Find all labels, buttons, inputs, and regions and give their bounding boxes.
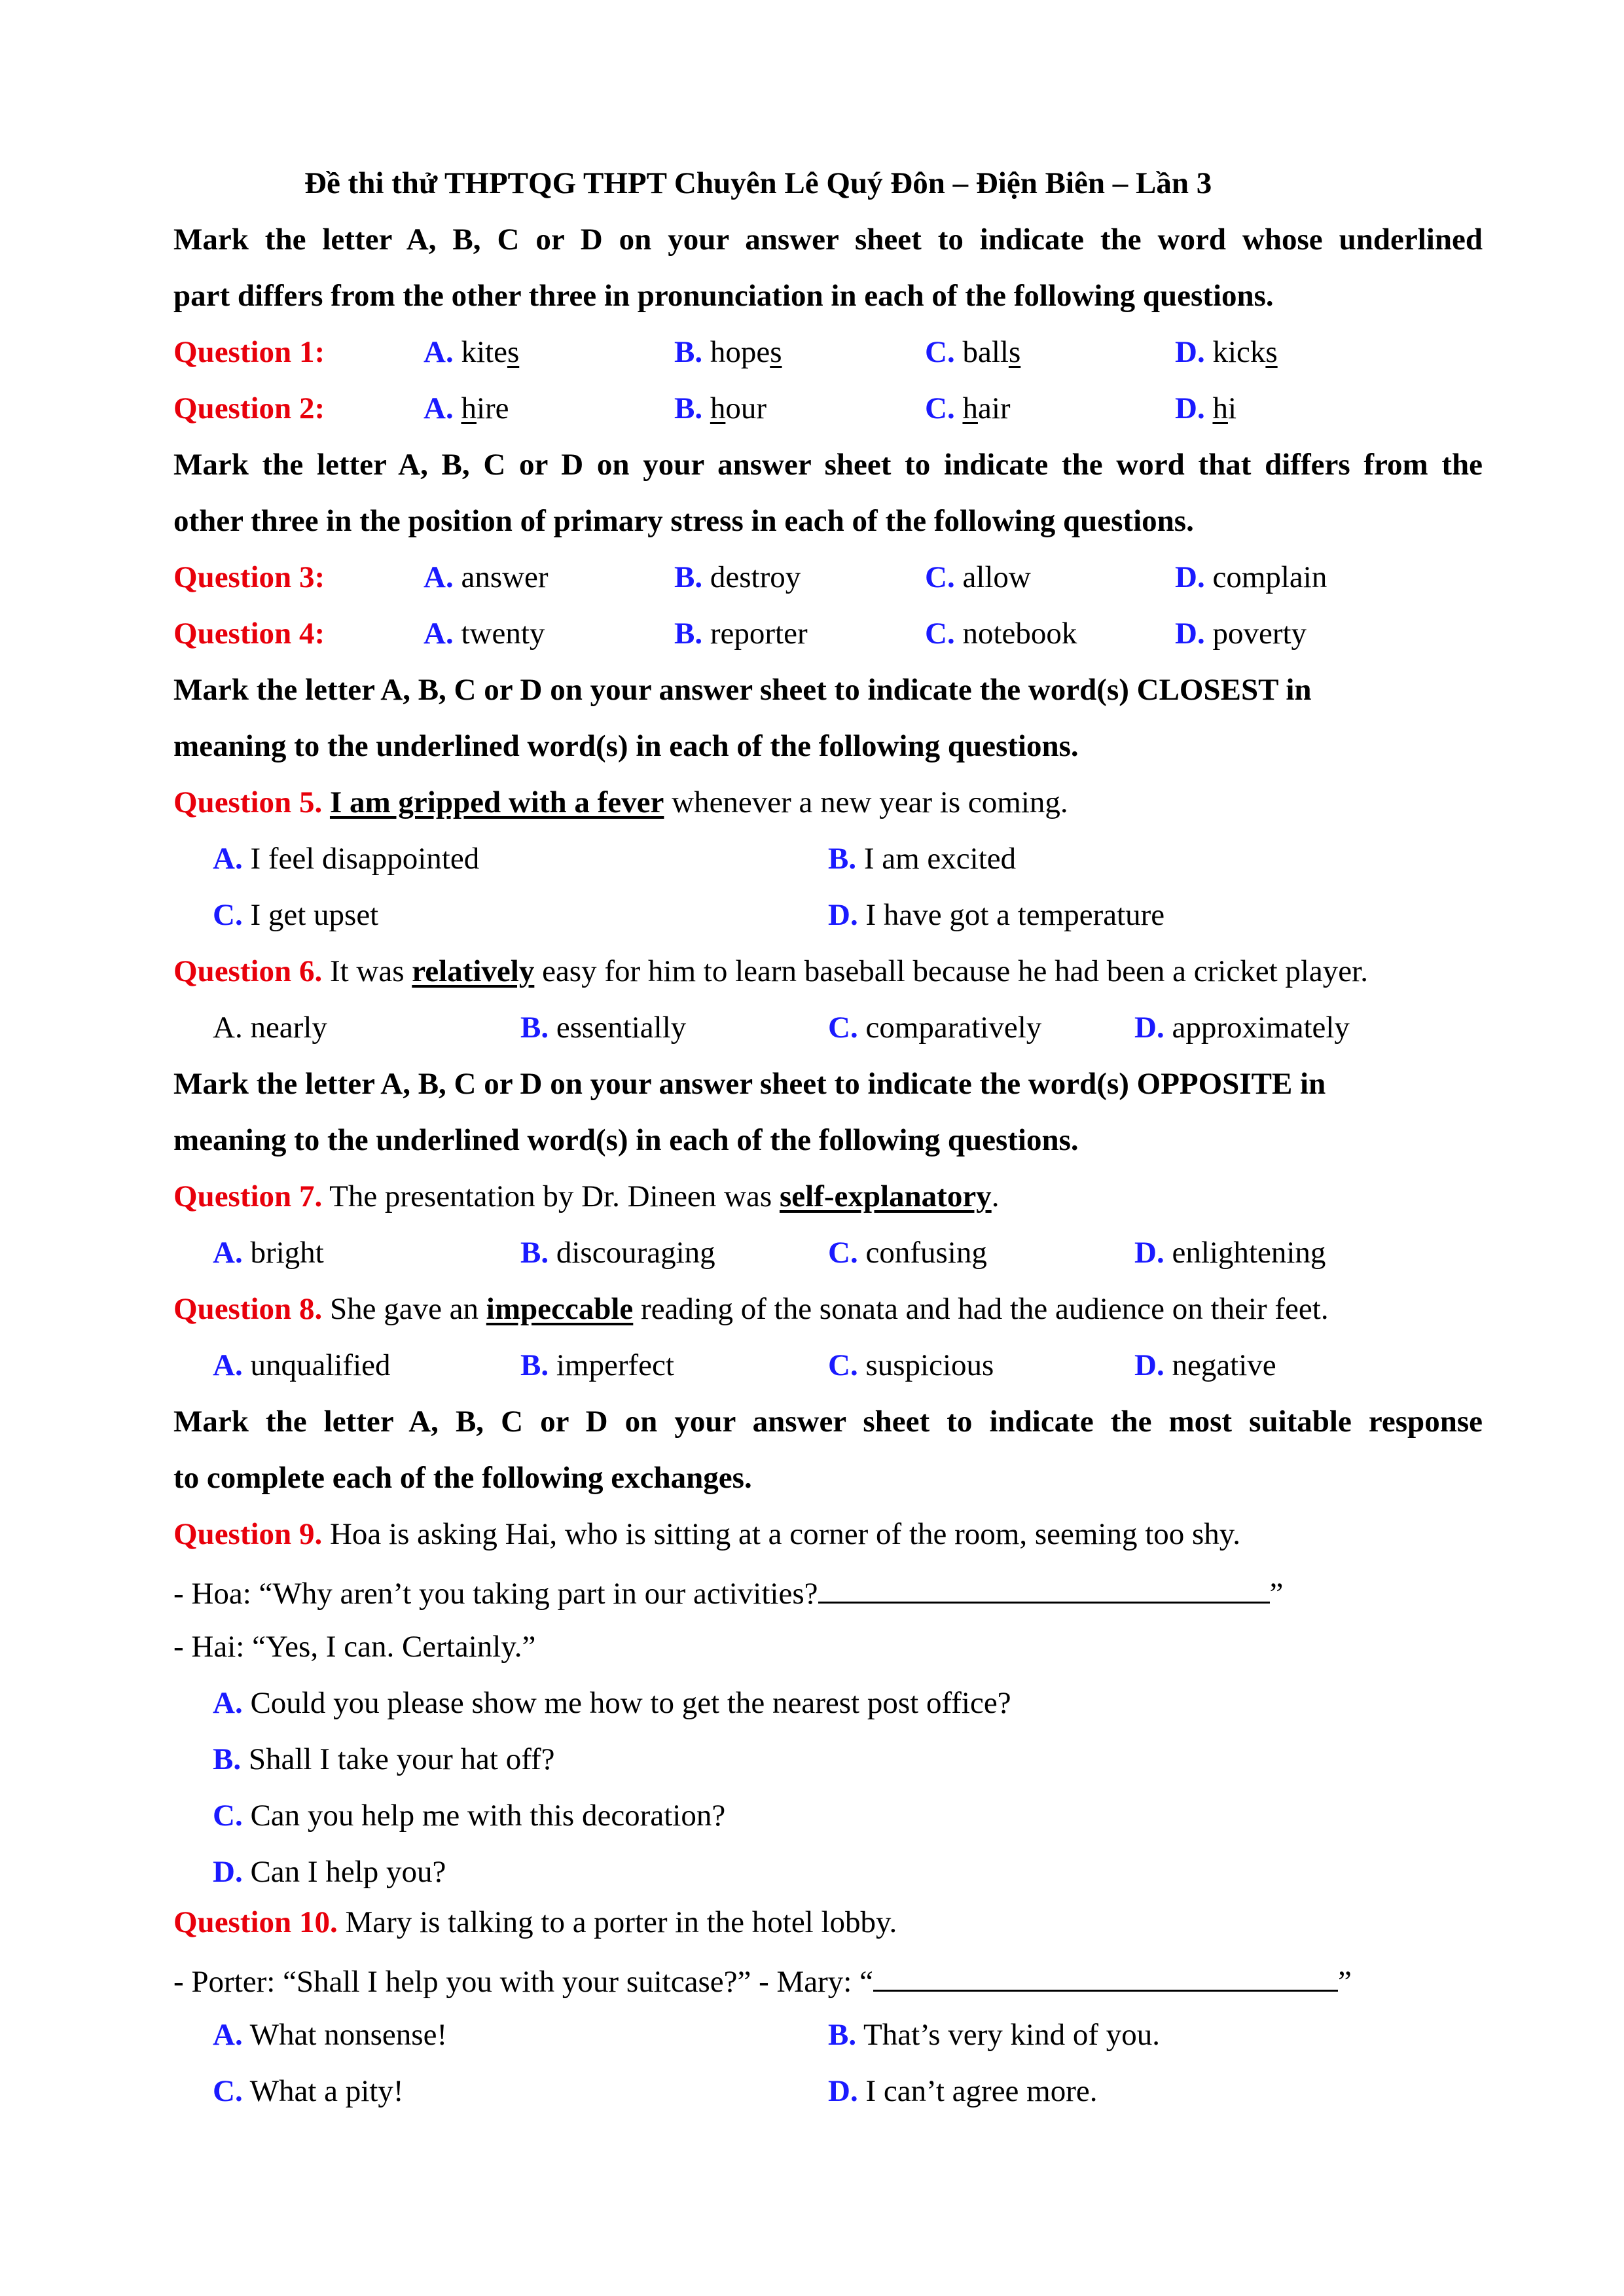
q7-option-b[interactable]: B. discouraging: [520, 1236, 715, 1270]
q1-option-a[interactable]: A. kites: [424, 335, 520, 369]
q5-option-d[interactable]: D. I have got a temperature: [828, 898, 1165, 932]
question-8-stem: Question 8. She gave an impeccable reading of the sonata and had the audience on their feet.: [173, 1292, 1329, 1326]
question-2-label: Question 2:: [173, 391, 325, 425]
q6-option-b[interactable]: B. essentially: [520, 1011, 687, 1045]
q3-option-b[interactable]: B. destroy: [674, 560, 801, 594]
section-4-instruction-line-1: Mark the letter A, B, C or D on your answer sheet to indicate the word(s) OPPOSITE in: [173, 1067, 1326, 1101]
q8-option-b[interactable]: B. imperfect: [520, 1348, 674, 1382]
section-1-instruction-line-2: part differs from the other three in pronunciation in each of the following questions.: [173, 279, 1274, 313]
question-7-label: Question 7.: [173, 1179, 323, 1213]
q9-dialogue-line-2: - Hai: “Yes, I can. Certainly.”: [173, 1630, 536, 1664]
q3-option-a[interactable]: A. answer: [424, 560, 549, 594]
q4-option-b[interactable]: B. reporter: [674, 617, 808, 651]
q7-option-d[interactable]: D. enlightening: [1134, 1236, 1326, 1270]
q10-option-a[interactable]: A. What nonsense!: [213, 2018, 448, 2052]
question-5-label: Question 5.: [173, 785, 323, 819]
question-6-stem: Question 6. It was relatively easy for him to learn baseball because he had been a cricket player.: [173, 954, 1368, 988]
q5-option-a[interactable]: A. I feel disappointed: [213, 842, 480, 876]
q1-option-d[interactable]: D. kicks: [1175, 335, 1278, 369]
question-7-stem: Question 7. The presentation by Dr. Dineen was self-explanatory.: [173, 1179, 1000, 1213]
q6-underlined: relatively: [412, 954, 535, 988]
question-3-label: Question 3:: [173, 560, 325, 594]
question-10-label: Question 10.: [173, 1905, 338, 1939]
q10-answer-blank: [873, 1960, 1338, 1992]
q9-option-c[interactable]: C. Can you help me with this decoration?: [213, 1799, 726, 1833]
question-4-label: Question 4:: [173, 617, 325, 651]
section-2-instruction-line-2: other three in the position of primary stress in each of the following questions.: [173, 504, 1194, 538]
q7-underlined: self-explanatory: [779, 1179, 992, 1213]
section-1-instruction-line-1: Mark the letter A, B, C or D on your answer sheet to indicate the word whose underlined: [173, 223, 1483, 257]
q9-answer-blank: [818, 1571, 1270, 1604]
section-2-instruction-line-1: Mark the letter A, B, C or D on your answer sheet to indicate the word that differs from the: [173, 448, 1483, 482]
q2-option-d[interactable]: D. hi: [1175, 391, 1237, 425]
q8-option-c[interactable]: C. suspicious: [828, 1348, 994, 1382]
section-4-instruction-line-2: meaning to the underlined word(s) in each of the following questions.: [173, 1123, 1079, 1157]
question-9-label: Question 9.: [173, 1517, 323, 1551]
q6-option-d[interactable]: D. approximately: [1134, 1011, 1350, 1045]
q10-option-b[interactable]: B. That’s very kind of you.: [828, 2018, 1160, 2052]
q10-dialogue-line-1: - Porter: “Shall I help you with your suitcase?” - Mary: “ ”: [173, 1960, 1483, 2001]
q9-dialogue-line-1: - Hoa: “Why aren’t you taking part in our activities? ”: [173, 1571, 1483, 1613]
question-6-label: Question 6.: [173, 954, 323, 988]
q5-option-b[interactable]: B. I am excited: [828, 842, 1017, 876]
q2-option-c[interactable]: C. hair: [925, 391, 1011, 425]
q8-option-a[interactable]: A. unqualified: [213, 1348, 391, 1382]
q7-option-c[interactable]: C. confusing: [828, 1236, 987, 1270]
q8-underlined: impeccable: [486, 1292, 634, 1326]
q2-option-a[interactable]: A. hire: [424, 391, 509, 425]
section-5-instruction-line-1: Mark the letter A, B, C or D on your answer sheet to indicate the most suitable response: [173, 1405, 1483, 1439]
section-5-instruction-line-2: to complete each of the following exchanges.: [173, 1461, 752, 1495]
q4-option-d[interactable]: D. poverty: [1175, 617, 1307, 651]
q3-option-d[interactable]: D. complain: [1175, 560, 1327, 594]
question-1-label: Question 1:: [173, 335, 325, 369]
q9-option-d[interactable]: D. Can I help you?: [213, 1855, 446, 1889]
q6-option-c[interactable]: C. comparatively: [828, 1011, 1042, 1045]
q5-underlined: I am gripped with a fever: [329, 785, 664, 819]
q1-option-c[interactable]: C. balls: [925, 335, 1021, 369]
q10-option-c[interactable]: C. What a pity!: [213, 2074, 404, 2108]
question-8-label: Question 8.: [173, 1292, 323, 1326]
q9-option-b[interactable]: B. Shall I take your hat off?: [213, 1742, 555, 1776]
q5-option-c[interactable]: C. I get upset: [213, 898, 379, 932]
q7-option-a[interactable]: A. bright: [213, 1236, 324, 1270]
question-9-stem: Question 9. Hoa is asking Hai, who is sitting at a corner of the room, seeming too shy.: [173, 1517, 1240, 1551]
q9-option-a[interactable]: A. Could you please show me how to get the nearest post office?: [213, 1686, 1011, 1720]
section-3-instruction-line-2: meaning to the underlined word(s) in each of the following questions.: [173, 729, 1079, 763]
q1-option-b[interactable]: B. hopes: [674, 335, 782, 369]
question-10-stem: Question 10. Mary is talking to a porter in the hotel lobby.: [173, 1905, 897, 1939]
q4-option-a[interactable]: A. twenty: [424, 617, 545, 651]
q2-option-b[interactable]: B. hour: [674, 391, 767, 425]
q8-option-d[interactable]: D. negative: [1134, 1348, 1276, 1382]
q6-option-a[interactable]: A. nearly: [213, 1011, 327, 1045]
page-title: Đề thi thử THPTQG THPT Chuyên Lê Quý Đôn – Điện Biên – Lần 3: [304, 166, 1212, 200]
section-3-instruction-line-1: Mark the letter A, B, C or D on your answer sheet to indicate the word(s) CLOSEST in: [173, 673, 1312, 707]
q3-option-c[interactable]: C. allow: [925, 560, 1031, 594]
q4-option-c[interactable]: C. notebook: [925, 617, 1077, 651]
question-5-stem: Question 5. I am gripped with a fever whenever a new year is coming.: [173, 785, 1068, 819]
q10-option-d[interactable]: D. I can’t agree more.: [828, 2074, 1098, 2108]
